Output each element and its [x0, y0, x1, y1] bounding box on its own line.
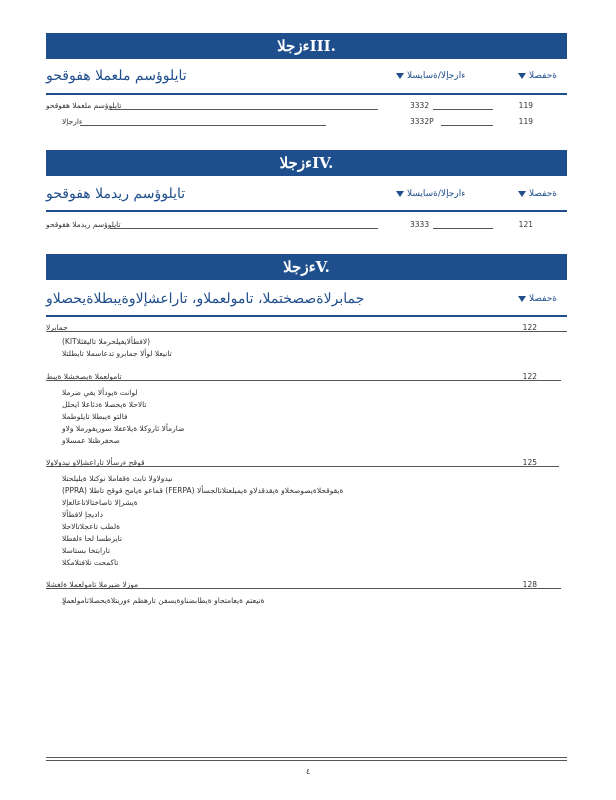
- leader-line: [46, 331, 567, 332]
- topic-item: (PPRA) قماعو ةيامح قوقح تاطلا (FERPA) ةيقوقحلاةيصوصخلاو ةيقدقدلاو ةيميلعتلاتالجسألا: [62, 486, 344, 495]
- section-banner-text: ءزجلاV.: [283, 258, 330, 276]
- topic-item: داديجإ لافطألا: [62, 510, 103, 519]
- topic-item: صحفرظنلا عمسلاو: [62, 436, 120, 445]
- section-rule: [46, 315, 567, 317]
- topic-page: 122: [522, 372, 537, 381]
- section-banner: [46, 150, 567, 176]
- topic-row[interactable]: [46, 580, 567, 592]
- section-title: تايلوؤسم ريدملا هفوقحو: [46, 186, 186, 202]
- row-page: 119: [518, 117, 533, 126]
- topic-row[interactable]: [46, 372, 567, 384]
- row-page: 119: [518, 101, 533, 110]
- row-title: تايلوؤسم ريدملا هفوقحو: [46, 220, 121, 229]
- leader-line: [46, 380, 561, 381]
- table-row[interactable]: [46, 220, 567, 232]
- footer-rule: [46, 760, 567, 761]
- leader-line: [110, 109, 378, 110]
- triangle-down-icon: [518, 191, 526, 197]
- topic-item: تانيعلا لوألا جمابرو تدعاسملا تايطلتلا: [62, 349, 172, 358]
- topic-title: جمابرلا: [46, 323, 68, 332]
- topic-item: تارابتخا بستاسلا: [62, 546, 111, 555]
- topic-item: تاكمحت تلافتلامكلا: [62, 558, 119, 567]
- row-policy-ref: 3333: [410, 220, 430, 229]
- page-number: ٤: [305, 767, 311, 776]
- column-header-policy-label: ءارجإلا/ةسايسلا: [407, 189, 466, 199]
- section-rule: [46, 210, 567, 212]
- section-banner: [46, 33, 567, 59]
- row-page: 121: [518, 220, 533, 229]
- leader-line: [433, 109, 493, 110]
- column-header-policy: [396, 189, 465, 199]
- topic-item: ةلطب تاعجلاتالاحلا: [62, 522, 121, 531]
- section-banner-text: ءزجلاIII.: [277, 37, 336, 55]
- topic-item: (KITلافطألايفيلحرملا تاليقثلا): [62, 337, 151, 346]
- topic-item: تالاحلا ةيحصلا ةدئاعلا ايحلل: [62, 400, 147, 409]
- column-header-page: [518, 189, 557, 199]
- topic-row[interactable]: [46, 458, 567, 470]
- triangle-down-icon: [518, 296, 526, 302]
- topic-title: موزلا ضيرملا تامولعملا ةلغشلا: [46, 580, 139, 589]
- section-title: جمابرلاةصصختملا، تامولعملاو، تاراعشإلاوةيبطلاةيحصلاو: [46, 291, 365, 307]
- topic-item: فالتو ةيبطلا تايلوطملا: [62, 412, 128, 421]
- topic-page: 125: [522, 458, 537, 467]
- section-banner-text: ءزجلاIV.: [279, 154, 334, 172]
- table-row[interactable]: [46, 117, 567, 129]
- leader-line: [110, 228, 378, 229]
- section-header: [46, 186, 567, 208]
- column-header-page: [518, 294, 557, 304]
- column-header-policy-label: ءارجإلا/ةسايسلا: [407, 71, 466, 81]
- leader-line: [80, 125, 326, 126]
- row-policy-ref: 3332P: [410, 117, 434, 126]
- triangle-down-icon: [396, 73, 404, 79]
- topic-item: لوانت ةيودألا يفي ضرملا: [62, 388, 138, 397]
- column-header-page: [518, 71, 557, 81]
- topic-item: تايرطسا لحا ءلفطلا: [62, 534, 122, 543]
- column-header-page-label: ةحفصلا: [528, 294, 557, 304]
- topic-item: ضارمألا ثاروكلا ةيلاعفلا سوريفورملا ولاو: [62, 424, 185, 433]
- section-header: [46, 68, 567, 90]
- leader-line: [433, 228, 493, 229]
- table-row[interactable]: [46, 101, 567, 113]
- row-title: ءارجإلا: [62, 117, 83, 126]
- triangle-down-icon: [518, 73, 526, 79]
- section-banner: [46, 254, 567, 280]
- triangle-down-icon: [396, 191, 404, 197]
- topic-page: 128: [522, 580, 537, 589]
- row-policy-ref: 3332: [410, 101, 430, 110]
- topic-item: ةيشرإلا تاصاختالاتاعالعإلا: [62, 498, 138, 507]
- column-header-page-label: ةحفصلا: [528, 189, 557, 199]
- topic-title: قوقح ءرسألا تاراعشإلاو نيدولاولا: [46, 458, 145, 467]
- topic-page: 122: [522, 323, 537, 332]
- footer-rule: [46, 757, 567, 758]
- column-header-policy: [396, 71, 465, 81]
- topic-row[interactable]: [46, 323, 567, 335]
- topic-item: نيدولاولا تابث ةقفاملا نوكتلا ةيليلحتلا: [62, 474, 173, 483]
- column-header-page-label: ةحفصلا: [528, 71, 557, 81]
- topic-item: ٍةنيعتم ةيعامتجاو ةيطابضناوةيسفن تارهظم ءوريتلاةيحصلاتامولعملا: [62, 596, 265, 605]
- topic-title: تامولعملا ةيصخشلا ةيبط: [46, 372, 122, 381]
- section-title: تايلوؤسم ملعملا هفوقحو: [46, 68, 187, 84]
- section-rule: [46, 93, 567, 95]
- section-header: [46, 291, 567, 313]
- row-title: تايلوؤسم ملعملا هفوقحو: [46, 101, 122, 110]
- leader-line: [441, 125, 493, 126]
